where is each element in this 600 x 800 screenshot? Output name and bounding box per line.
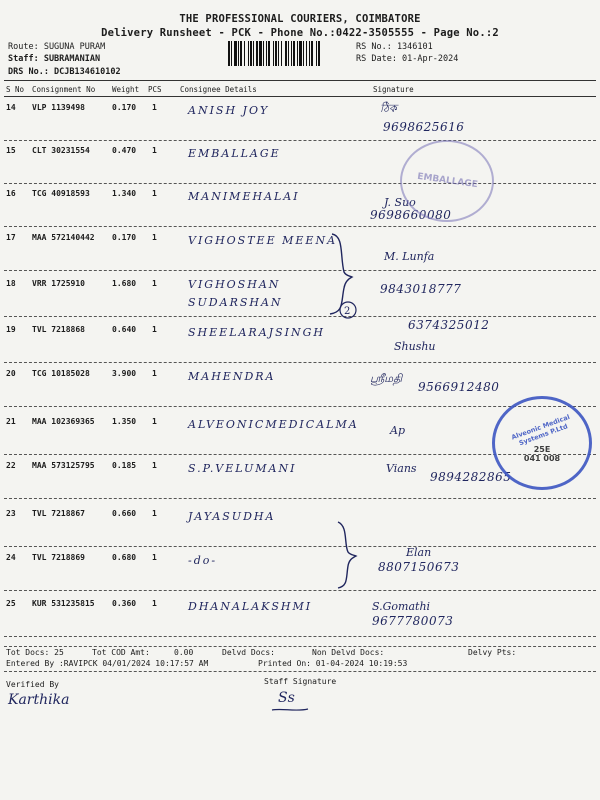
row-sno: 19 xyxy=(6,325,16,334)
row-phone: 9566912480 xyxy=(418,380,500,394)
row-separator xyxy=(4,316,596,317)
verified-by-label: Verified By xyxy=(6,680,59,689)
row-consignment-no: MAA 572140442 xyxy=(32,233,95,242)
row-weight: 1.350 xyxy=(112,417,137,426)
printed-on: Printed On: 01-04-2024 10:19:53 xyxy=(258,659,408,668)
table-row xyxy=(0,546,600,586)
row-pcs: 1 xyxy=(152,146,157,155)
emballage-stamp-text: EMBALLAGE xyxy=(416,171,478,191)
tot-docs: Tot Docs: 25 xyxy=(6,648,64,657)
route-label: Route: SUGUNA PURAM xyxy=(8,42,106,52)
verified-by-signature: Karthika xyxy=(8,692,70,708)
row-consignment-no: KUR 531235815 xyxy=(32,599,95,608)
row-phone: 9698625616 xyxy=(383,120,465,134)
row-sno: 14 xyxy=(6,103,16,112)
non-delivered-docs: Non Delvd Docs: xyxy=(312,648,385,657)
row-phone: 9894282865 xyxy=(430,470,512,484)
row-separator xyxy=(4,636,596,637)
row-weight: 0.360 xyxy=(112,599,137,608)
staff-signature-underline xyxy=(270,706,310,714)
row-consignment-no: CLT 30231554 xyxy=(32,146,90,155)
row-pcs: 1 xyxy=(152,599,157,608)
rs-date: RS Date: 01-Apr-2024 xyxy=(356,54,459,64)
col-signature: Signature xyxy=(373,85,414,94)
row-signature: ঠিক xyxy=(380,102,397,115)
row-separator xyxy=(4,270,596,271)
delivery-points: Delvy Pts: xyxy=(468,648,517,657)
row-pcs: 1 xyxy=(152,509,157,518)
row-sno: 24 xyxy=(6,553,16,562)
row-consignee-name: MANIMEHALAI xyxy=(188,190,300,203)
tot-cod-label: Tot COD Amt: xyxy=(92,648,150,657)
row-signature: Ap xyxy=(390,424,405,437)
row-signature: Elan xyxy=(406,546,432,559)
table-row xyxy=(0,276,600,312)
row-weight: 0.185 xyxy=(112,461,137,470)
row-separator xyxy=(4,183,596,184)
row-pcs: 1 xyxy=(152,553,157,562)
row-weight: 3.900 xyxy=(112,369,137,378)
row-pcs: 1 xyxy=(152,369,157,378)
row-phone: 9843018777 xyxy=(380,282,462,296)
table-row xyxy=(0,366,600,402)
table-row xyxy=(0,186,600,222)
row-phone: 8807150673 xyxy=(378,560,460,574)
row-consignee-name: S.P.VELUMANI xyxy=(188,462,297,475)
table-row xyxy=(0,318,600,358)
row-sno: 20 xyxy=(6,369,16,378)
row-pcs: 1 xyxy=(152,417,157,426)
row-phone: 9677780073 xyxy=(372,614,454,628)
header-rule-top xyxy=(4,80,596,81)
svg-text:2: 2 xyxy=(344,306,351,317)
row-signature: S.Gomathi xyxy=(372,600,431,613)
row-separator xyxy=(4,590,596,591)
table-row xyxy=(0,596,600,632)
row-consignment-no: VRR 1725910 xyxy=(32,279,85,288)
row-weight: 0.170 xyxy=(112,103,137,112)
row-separator xyxy=(4,140,596,141)
row-pcs: 1 xyxy=(152,103,157,112)
row-separator xyxy=(4,546,596,547)
row-consignment-no: VLP 1139498 xyxy=(32,103,85,112)
col-sno: S No xyxy=(6,85,25,94)
drs-number: DRS No.: DCJB134610102 xyxy=(8,67,121,77)
delivered-docs: Delvd Docs: xyxy=(222,648,275,657)
alveonic-stamp-date: 25E 041 008 xyxy=(523,445,561,463)
col-consignee: Consignee Details xyxy=(180,85,257,94)
company-title: THE PROFESSIONAL COURIERS, COIMBATORE xyxy=(179,13,421,25)
totals-rule-bottom xyxy=(4,671,596,672)
row-weight: 0.470 xyxy=(112,146,137,155)
row-weight: 1.680 xyxy=(112,279,137,288)
row-consignee-name: VIGHOSTEE MEENA xyxy=(188,234,338,247)
row-separator xyxy=(4,362,596,363)
table-row xyxy=(0,100,600,136)
row-pcs: 1 xyxy=(152,325,157,334)
row-signature: J. Suo xyxy=(384,196,416,209)
entered-by: Entered By :RAVIPCK 04/01/2024 10:17:57 AM xyxy=(6,659,209,668)
row-sno: 17 xyxy=(6,233,16,242)
row-consignee-name: ALVEONICMEDICALMA xyxy=(188,418,359,431)
row-pcs: 1 xyxy=(152,233,157,242)
row-sno: 23 xyxy=(6,509,16,518)
row-consignment-no: TVL 7218868 xyxy=(32,325,85,334)
row-weight: 1.340 xyxy=(112,189,137,198)
row-consignment-no: MAA 102369365 xyxy=(32,417,95,426)
staff-label: Staff: SUBRAMANIAN xyxy=(8,54,101,64)
row-phone: 6374325012 xyxy=(408,318,490,332)
col-pcs: PCS xyxy=(148,85,162,94)
runsheet-subtitle: Delivery Runsheet - PCK - Phone No.:0422-3505555 - Page No.:2 xyxy=(101,27,499,39)
row-consignee-name: -do- xyxy=(188,554,218,567)
row-sno: 21 xyxy=(6,417,16,426)
row-weight: 0.660 xyxy=(112,509,137,518)
alveonic-stamp xyxy=(492,396,592,490)
row-sno: 16 xyxy=(6,189,16,198)
row-pcs: 1 xyxy=(152,279,157,288)
row-consignment-no: TVL 7218869 xyxy=(32,553,85,562)
row-consignment-no: TCG 40918593 xyxy=(32,189,90,198)
staff-signature-label: Staff Signature xyxy=(264,677,337,686)
row-consignment-no: TCG 10185028 xyxy=(32,369,90,378)
header-rule-bottom xyxy=(4,96,596,97)
row-consignee-name: ANISH JOY xyxy=(188,104,270,117)
row-consignee-name: EMBALLAGE xyxy=(188,147,281,160)
barcode xyxy=(228,41,348,66)
row-consignee-name: MAHENDRA xyxy=(188,370,276,383)
row-separator xyxy=(4,406,596,407)
row-consignee-name: JAYASUDHA xyxy=(188,510,276,523)
row-separator xyxy=(4,498,596,499)
row-sno: 25 xyxy=(6,599,16,608)
row-separator xyxy=(4,226,596,227)
row-sno: 22 xyxy=(6,461,16,470)
staff-signature: Ss xyxy=(278,690,295,706)
row-pcs: 1 xyxy=(152,189,157,198)
circled-2-mark xyxy=(336,299,360,321)
row-sno: 15 xyxy=(6,146,16,155)
col-weight: Weight xyxy=(112,85,140,94)
row-consignment-no: TVL 7218867 xyxy=(32,509,85,518)
table-row xyxy=(0,143,600,179)
row-consignee-name: SHEELARAJSINGH xyxy=(188,326,325,339)
row-phone: 9698660080 xyxy=(370,208,452,222)
row-signature: Shushu xyxy=(394,340,436,353)
row-weight: 0.640 xyxy=(112,325,137,334)
alveonic-stamp-text: Alveonic Medical Systems P.Ltd xyxy=(510,412,571,448)
col-consignment: Consignment No xyxy=(32,85,96,94)
brace-rows-23-24 xyxy=(334,520,360,590)
row-pcs: 1 xyxy=(152,461,157,470)
table-row xyxy=(0,506,600,542)
row-weight: 0.680 xyxy=(112,553,137,562)
row-sno: 18 xyxy=(6,279,16,288)
rs-number: RS No.: 1346101 xyxy=(356,42,433,52)
tot-cod-value: 0.00 xyxy=(174,648,194,657)
row-signature: ஸ்ரீமதி xyxy=(370,372,403,385)
row-consignee-name: DHANALAKSHMI xyxy=(188,600,313,613)
row-signature: M. Lunfa xyxy=(384,250,435,263)
row-consignee-name: VIGHOSHAN SUDARSHAN xyxy=(188,278,283,309)
row-weight: 0.170 xyxy=(112,233,137,242)
row-consignment-no: MAA 573125795 xyxy=(32,461,95,470)
row-signature: Vians xyxy=(386,462,417,475)
emballage-stamp xyxy=(400,140,494,222)
table-row xyxy=(0,230,600,266)
totals-rule xyxy=(4,646,596,647)
